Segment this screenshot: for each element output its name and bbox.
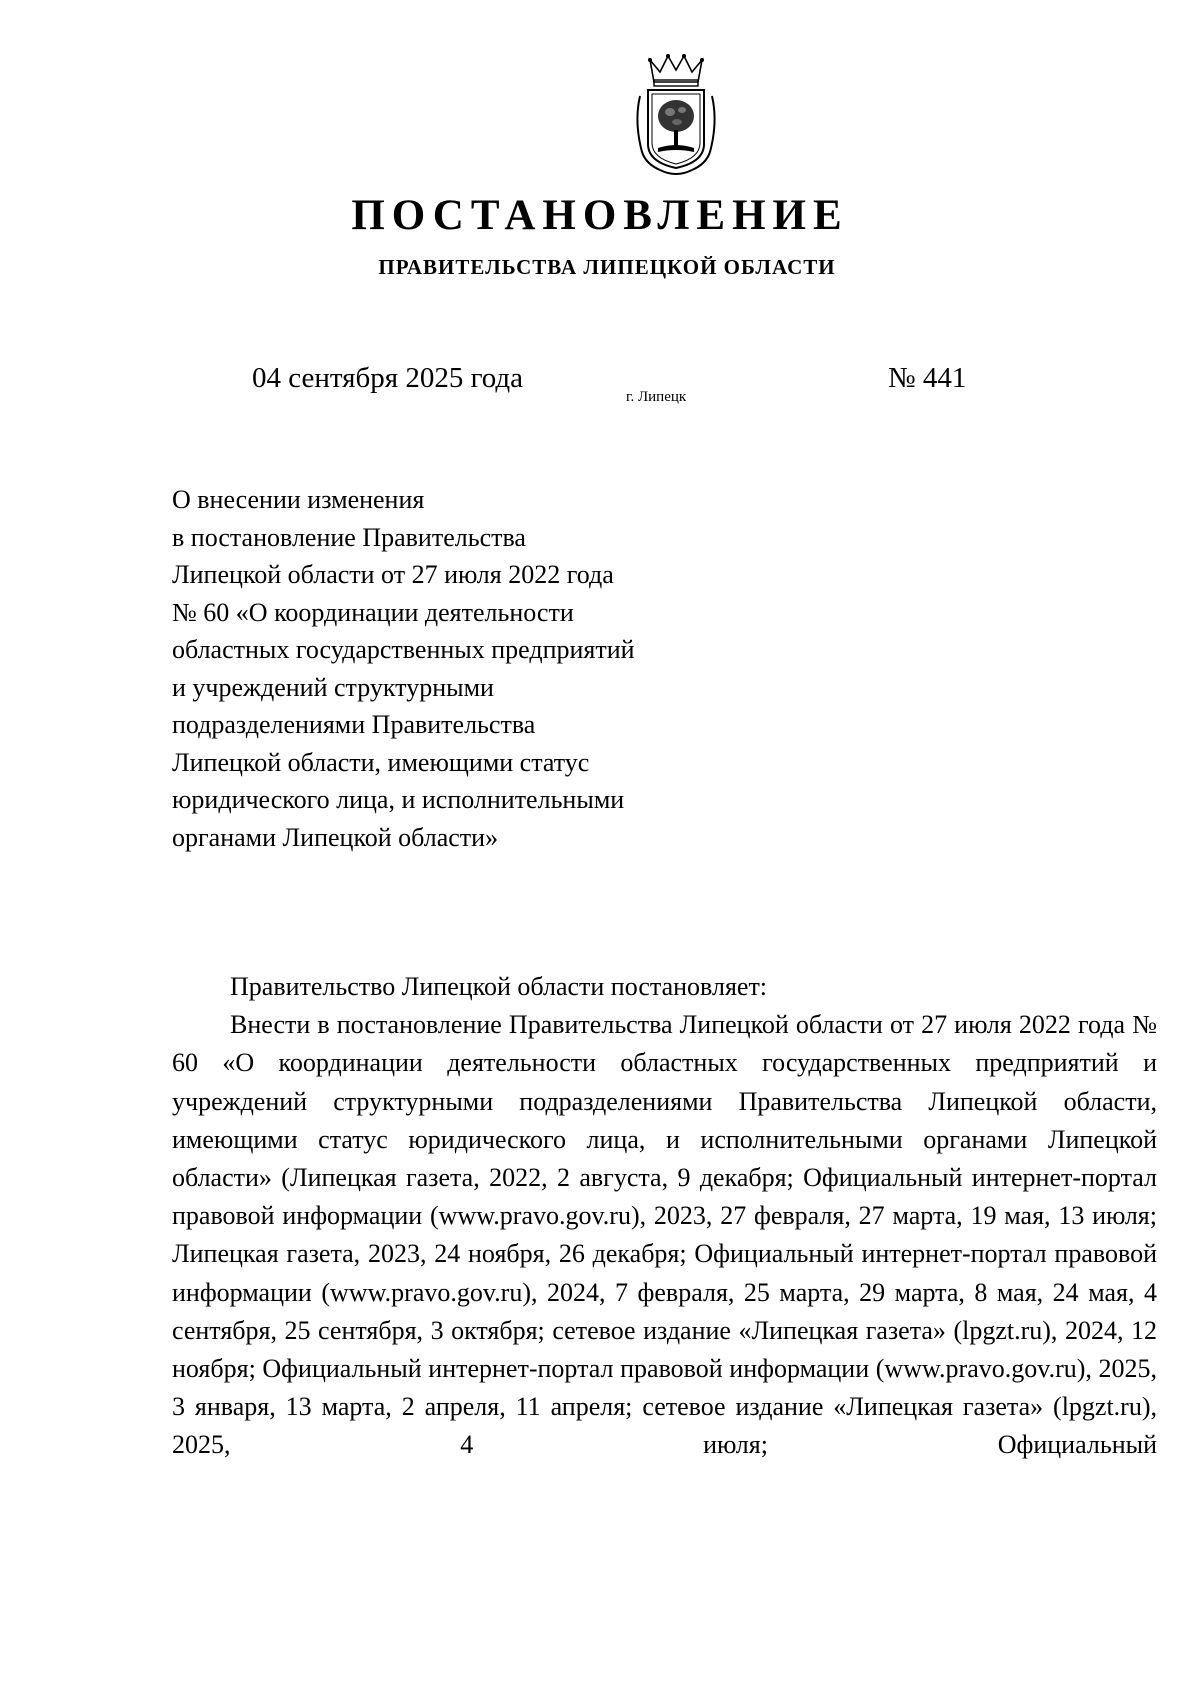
subject-line: в постановление Правительства	[172, 522, 526, 552]
body-intro: Правительство Липецкой области постановляет:	[230, 972, 768, 1001]
subject-line: О внесении изменения	[172, 485, 425, 514]
subject-line: юридического лица, и исполнительными	[172, 785, 625, 814]
document-issuer: ПРАВИТЕЛЬСТВА ЛИПЕЦКОЙ ОБЛАСТИ	[378, 255, 836, 279]
lipetsk-region-coat-of-arms-icon	[630, 52, 722, 182]
subject-line: областных государственных предприятий	[172, 635, 635, 664]
document-city: г. Липецк	[626, 389, 687, 405]
subject-line: № 60 «О координации деятельности	[172, 597, 574, 627]
body-paragraph: Внести в постановление Правительства Липецкой области от 27 июля 2022 года № 60 «О координации деятельности областных государственных предприятий и учреждений структурными подразделениями Правительства Липецкой области, имеющими статус юридического лица, и исполнительными органами Липецкой области» (Липецкая газета, 2022, 2 августа, 9 декабря; Официальный интернет-портал правовой информации (www.pravo.gov.ru), 2023, 27 февраля, 27 марта, 19 мая, 13 июля; Липецкая газета, 2023, 24 ноября, 26 декабря; Официальный интернет-портал правовой информации (www.pravo.gov.ru), 2024, 7 февраля, 25 марта, 29 марта, 8 мая, 24 мая, 4 сентября, 25 сентября, 3 октября; сетевое издание «Липецкая газета» (lpgzt.ru), 2024, 12 ноября; Официальный интернет-портал правовой информации (www.pravo.gov.ru), 2025, 3 января, 13 марта, 2 апреля, 11 апреля; сетевое издание «Липецкая газета» (lpgzt.ru), 2025, 4 июля; Официальный	[172, 1010, 1157, 1460]
subject-line: и учреждений структурными	[172, 672, 494, 702]
subject-line: подразделениями Правительства	[172, 710, 536, 739]
subject-line: Липецкой области, имеющими статус	[172, 747, 590, 777]
subject-line: Липецкой области от 27 июля 2022 года	[172, 560, 614, 589]
document-date: 04 сентября 2025 года	[252, 362, 524, 394]
subject-line: органами Липецкой области»	[172, 822, 499, 852]
document-number: № 441	[888, 362, 967, 394]
document-title: ПОСТАНОВЛЕНИЕ	[351, 192, 849, 239]
document-subject	[172, 481, 732, 856]
document-body	[172, 968, 1157, 1465]
